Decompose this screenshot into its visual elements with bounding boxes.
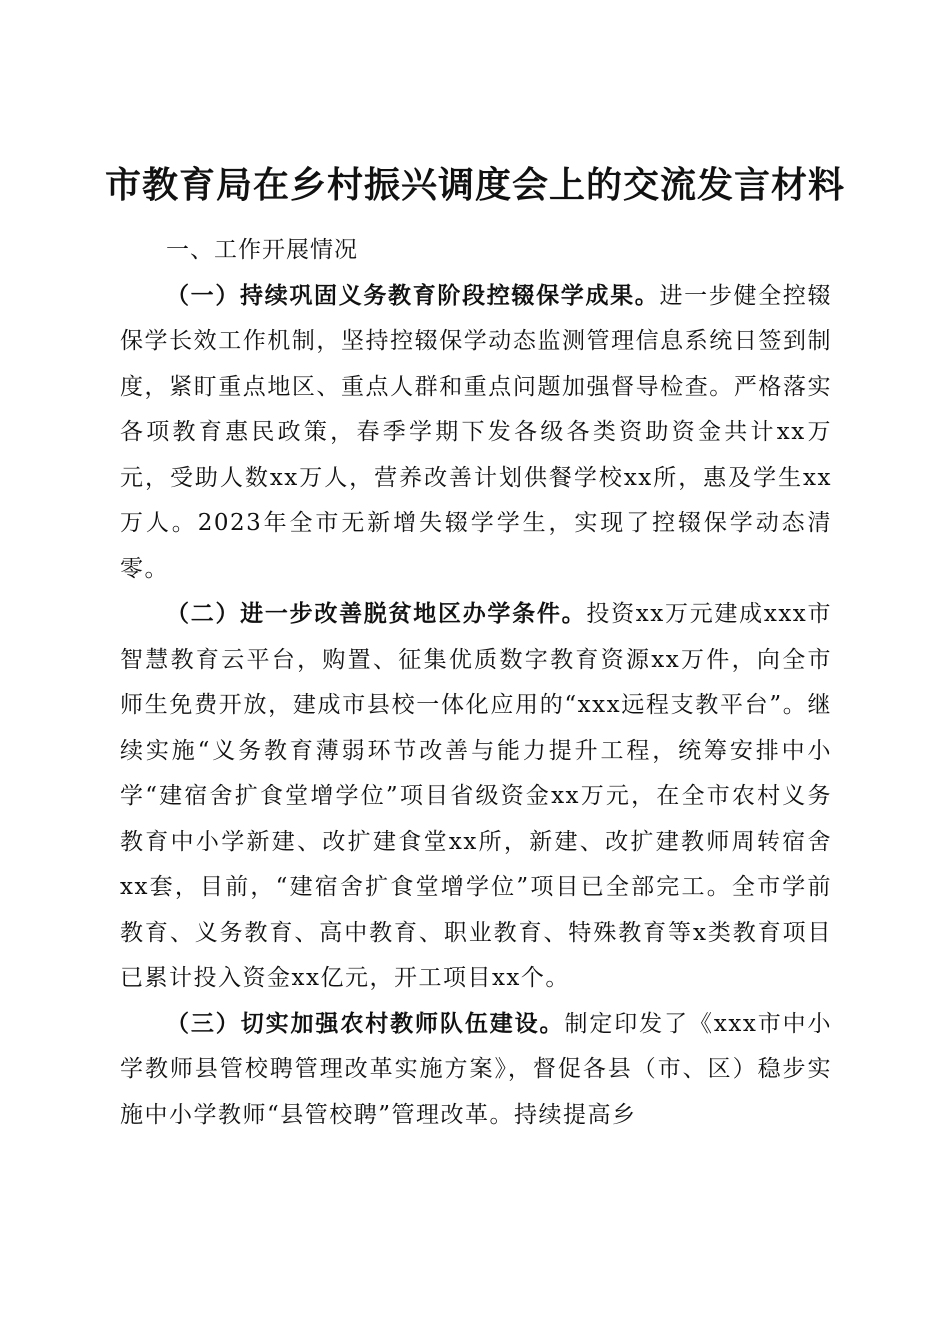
paragraph-2-lead: （二）进一步改善脱贫地区办学条件。 [166, 601, 587, 627]
paragraph-3-lead: （三）切实加强农村教师队伍建设。 [166, 1010, 565, 1037]
document-body [120, 228, 832, 1138]
paragraph-1-text: 进一步健全控辍保学长效工作机制，坚持控辍保学动态监测管理信息系统日签到制度，紧盯重点地区、重点人群和重点问题加强督导检查。严格落实各项教育惠民政策，春季学期下发各级各类资助资金共计xx万元，受助人数xx万人，营养改善计划供餐学校xx所，惠及学生xx万人。2023年全市无新增失辍学学生，实现了控辍保学动态清零。 [120, 282, 833, 582]
paragraph-1 [120, 274, 832, 593]
document-title: 市教育局在乡村振兴调度会上的交流发言材料 [104, 164, 845, 207]
paragraph-3-text: 制定印发了《xxx市中小学教师县管校聘管理改革实施方案》，督促各县（市、区）稳步实施中小学教师“县管校聘”管理改革。持续提高乡 [120, 1010, 832, 1128]
paragraph-3 [120, 1002, 832, 1139]
section-heading: 一、工作开展情况 [166, 237, 358, 263]
paragraph-1-lead: （一）持续巩固义务教育阶段控辍保学成果。 [166, 282, 660, 309]
paragraph-2-text: 投资xx万元建成xxx市智慧教育云平台，购置、征集优质数字教育资源xx万件，向全市师生免费开放，建成市县校一体化应用的“xxx远程支教平台”。继续实施“义务教育薄弱环节改善与能力提升工程，统筹安排中小学“建宿舍扩食堂增学位”项目省级资金xx万元，在全市农村义务教育中小学新建、改扩建食堂xx所，新建、改扩建教师周转宿舍xx套，目前，“建宿舍扩食堂增学位”项目已全部完工。全市学前教育、义务教育、高中教育、职业教育、特殊教育等x类教育项目已累计投入资金xx亿元，开工项目xx个。 [120, 601, 833, 991]
paragraph-2 [120, 592, 832, 1002]
